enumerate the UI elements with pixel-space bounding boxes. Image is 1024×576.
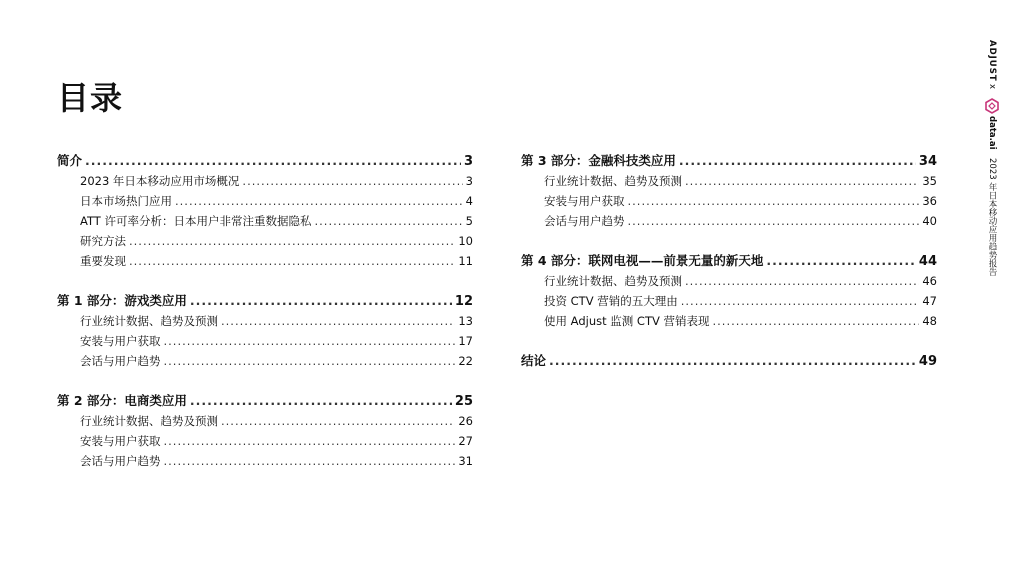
dot-leader bbox=[314, 211, 462, 231]
toc-entry-label: 第 1 部分：游戏类应用 bbox=[57, 293, 187, 308]
toc-left-column bbox=[57, 151, 473, 491]
brand-separator: x bbox=[987, 84, 997, 90]
toc-entry-label: 会话与用户趋势 bbox=[544, 214, 625, 228]
toc-page-number: 49 bbox=[918, 354, 937, 369]
toc-page-number: 3 bbox=[465, 174, 473, 188]
toc-page-number: 12 bbox=[454, 294, 473, 309]
toc-item[interactable] bbox=[57, 431, 473, 451]
dot-leader bbox=[766, 251, 916, 271]
toc-section-heading[interactable] bbox=[521, 151, 937, 171]
page-title: 目录 bbox=[57, 79, 124, 117]
toc-entry-label: 行业统计数据、趋势及预测 bbox=[544, 174, 682, 188]
toc-page-number: 22 bbox=[458, 354, 473, 368]
toc-page-number: 26 bbox=[458, 414, 473, 428]
toc-entry-label: 行业统计数据、趋势及预测 bbox=[80, 414, 218, 428]
toc-entry-label: 日本市场热门应用 bbox=[80, 194, 172, 208]
toc-page-number: 34 bbox=[918, 154, 937, 169]
dot-leader bbox=[221, 411, 455, 431]
dot-leader bbox=[679, 151, 916, 171]
dot-leader bbox=[190, 291, 452, 311]
toc-entry-label: 研究方法 bbox=[80, 234, 126, 248]
toc-section-heading[interactable] bbox=[521, 251, 937, 271]
toc-item[interactable] bbox=[521, 171, 937, 191]
toc-item[interactable] bbox=[57, 171, 473, 191]
dot-leader bbox=[713, 311, 920, 331]
toc-item[interactable] bbox=[521, 311, 937, 331]
toc-section bbox=[521, 351, 937, 371]
toc-item[interactable] bbox=[57, 411, 473, 431]
dot-leader bbox=[221, 311, 455, 331]
toc-entry-label: 简介 bbox=[57, 153, 83, 168]
toc-page-number: 10 bbox=[458, 234, 473, 248]
toc-page-number: 35 bbox=[922, 174, 937, 188]
toc-page-number: 3 bbox=[463, 154, 473, 169]
toc-page-number: 46 bbox=[922, 274, 937, 288]
toc-page-number: 48 bbox=[922, 314, 937, 328]
toc-entry-label: 会话与用户趋势 bbox=[80, 454, 161, 468]
dot-leader bbox=[685, 171, 919, 191]
dot-leader bbox=[164, 451, 456, 471]
toc-section bbox=[57, 391, 473, 471]
toc-section-heading[interactable] bbox=[57, 291, 473, 311]
toc-entry-label: 第 3 部分：金融科技类应用 bbox=[521, 153, 676, 168]
toc-item[interactable] bbox=[57, 331, 473, 351]
dataai-logo-text: data.ai bbox=[987, 116, 997, 150]
dot-leader bbox=[242, 171, 462, 191]
toc-entry-label: 行业统计数据、趋势及预测 bbox=[544, 274, 682, 288]
toc-page-number: 25 bbox=[454, 394, 473, 409]
toc-page-number: 17 bbox=[458, 334, 473, 348]
toc-page-number: 27 bbox=[458, 434, 473, 448]
toc-page-number: 40 bbox=[922, 214, 937, 228]
dot-leader bbox=[685, 271, 919, 291]
toc-item[interactable] bbox=[57, 311, 473, 331]
brand-sidebar bbox=[982, 40, 1006, 300]
toc-section-heading[interactable] bbox=[57, 391, 473, 411]
toc-entry-label: 安装与用户获取 bbox=[80, 334, 161, 348]
toc-item[interactable] bbox=[57, 251, 473, 271]
toc-item[interactable] bbox=[521, 271, 937, 291]
toc-entry-label: 重要发现 bbox=[80, 254, 126, 268]
toc-entry-label: 2023 年日本移动应用市场概况 bbox=[80, 174, 240, 188]
toc-entry-label: 安装与用户获取 bbox=[544, 194, 625, 208]
toc-page-number: 11 bbox=[458, 254, 473, 268]
dot-leader bbox=[549, 351, 916, 371]
toc-section-heading[interactable] bbox=[57, 151, 473, 171]
dot-leader bbox=[129, 231, 455, 251]
toc-entry-label: 第 2 部分：电商类应用 bbox=[57, 393, 187, 408]
toc-entry-label: 会话与用户趋势 bbox=[80, 354, 161, 368]
dot-leader bbox=[175, 191, 463, 211]
toc-entry-label: 行业统计数据、趋势及预测 bbox=[80, 314, 218, 328]
toc-section bbox=[57, 151, 473, 271]
dot-leader bbox=[85, 151, 461, 171]
toc-item[interactable] bbox=[57, 231, 473, 251]
toc-entry-label: 第 4 部分：联网电视——前景无量的新天地 bbox=[521, 253, 764, 268]
dot-leader bbox=[164, 331, 456, 351]
toc-page-number: 47 bbox=[922, 294, 937, 308]
toc-item[interactable] bbox=[521, 191, 937, 211]
toc-page-number: 44 bbox=[918, 254, 937, 269]
toc-page-number: 5 bbox=[465, 214, 473, 228]
toc-item[interactable] bbox=[57, 191, 473, 211]
toc-entry-label: 使用 Adjust 监测 CTV 营销表现 bbox=[544, 314, 710, 328]
toc-entry-label: 投资 CTV 营销的五大理由 bbox=[544, 294, 678, 308]
report-title: 2023 年日本移动应用趋势报告 bbox=[987, 158, 997, 276]
toc-section bbox=[521, 251, 937, 331]
toc-entry-label: 安装与用户获取 bbox=[80, 434, 161, 448]
toc-page-number: 31 bbox=[458, 454, 473, 468]
toc-item[interactable] bbox=[57, 451, 473, 471]
toc-item[interactable] bbox=[57, 211, 473, 231]
toc-item[interactable] bbox=[57, 351, 473, 371]
dataai-logo-icon bbox=[984, 98, 1000, 114]
dot-leader bbox=[129, 251, 455, 271]
dot-leader bbox=[164, 351, 456, 371]
toc-item[interactable] bbox=[521, 291, 937, 311]
dot-leader bbox=[164, 431, 456, 451]
toc-section bbox=[521, 151, 937, 231]
toc-page-number: 4 bbox=[465, 194, 473, 208]
toc-item[interactable] bbox=[521, 211, 937, 231]
toc-section bbox=[57, 291, 473, 371]
toc-page-number: 36 bbox=[922, 194, 937, 208]
toc-entry-label: ATT 许可率分析：日本用户非常注重数据隐私 bbox=[80, 214, 312, 228]
dot-leader bbox=[628, 191, 920, 211]
dot-leader bbox=[190, 391, 452, 411]
toc-entry-label: 结论 bbox=[521, 353, 547, 368]
dot-leader bbox=[681, 291, 920, 311]
toc-section-heading[interactable] bbox=[521, 351, 937, 371]
toc-right-column bbox=[521, 151, 937, 391]
adjust-logo-text: ADJUST bbox=[987, 40, 997, 82]
dot-leader bbox=[628, 211, 920, 231]
toc-page-number: 13 bbox=[458, 314, 473, 328]
